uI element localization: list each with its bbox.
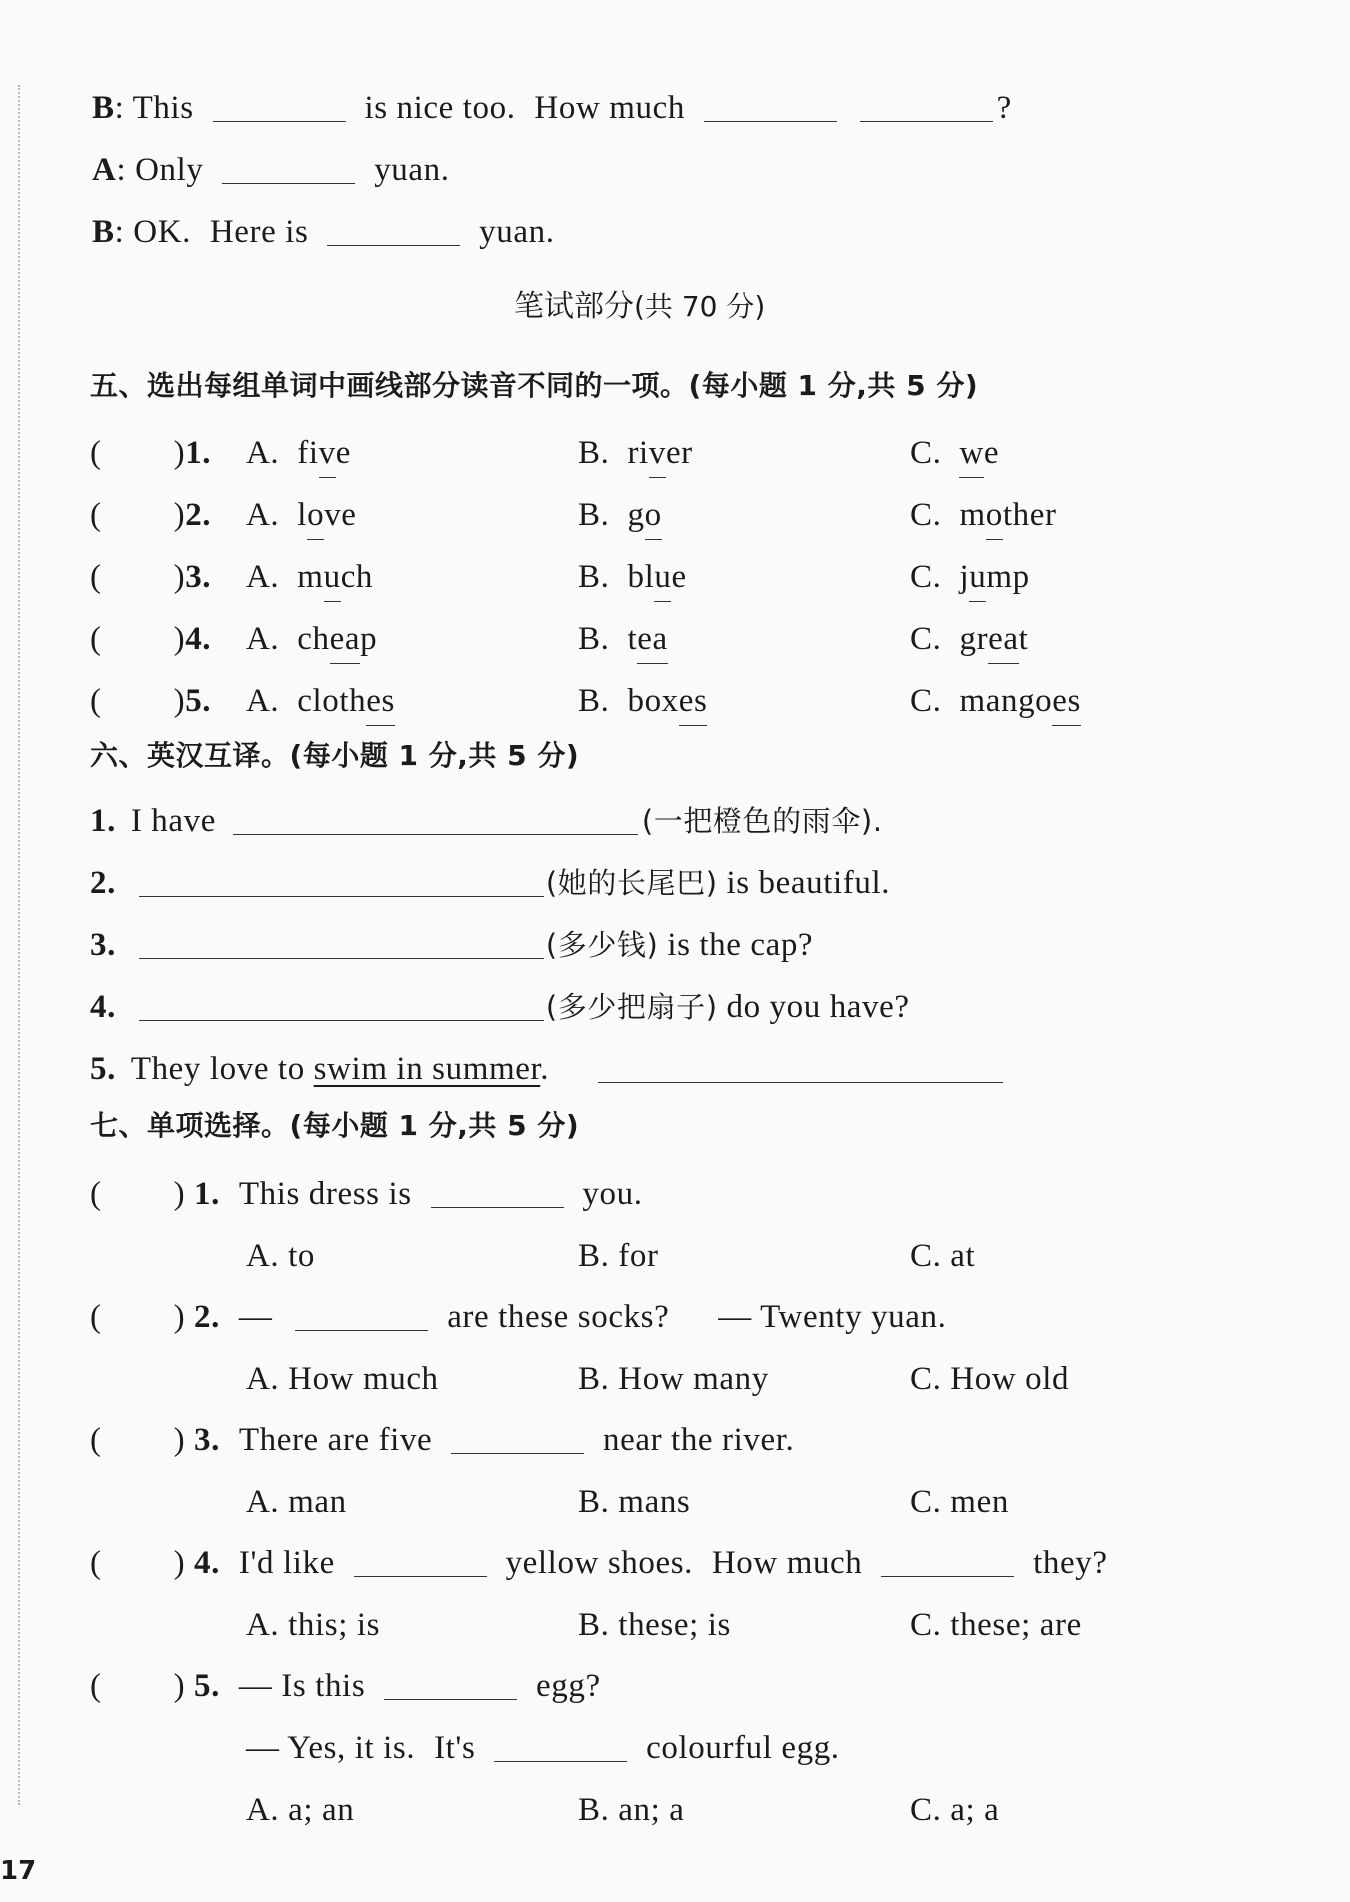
option-a[interactable] <box>246 1363 439 1396</box>
text: This <box>132 90 194 126</box>
translation-q4 <box>90 991 910 1024</box>
question-number: 5. <box>90 1051 116 1087</box>
option-c[interactable] <box>910 685 1081 718</box>
text: — Yes, it is. <box>246 1730 416 1766</box>
word-part: l <box>297 497 308 533</box>
underlined-letters: es <box>1052 683 1081 719</box>
text: — Is this <box>238 1668 366 1704</box>
option-letter: A. <box>246 435 280 471</box>
option-text: C. How old <box>910 1361 1070 1397</box>
text: ? <box>996 90 1012 126</box>
choice-q5-reply <box>246 1732 840 1765</box>
text: How much <box>711 1545 863 1581</box>
option-word <box>959 559 1029 595</box>
text: They love to <box>130 1051 305 1087</box>
option-word <box>297 497 356 533</box>
option-word <box>627 621 667 657</box>
binding-margin-line <box>18 85 20 1805</box>
question-number: 4. <box>194 1545 220 1581</box>
option-b[interactable] <box>578 437 693 470</box>
translation-q1 <box>90 805 883 838</box>
option-text: A. to <box>246 1238 315 1274</box>
word-part: ch <box>297 621 330 657</box>
answer-blank[interactable] <box>139 895 544 897</box>
answer-blank[interactable] <box>213 120 346 122</box>
text: yellow shoes. <box>505 1545 694 1581</box>
word-part: ch <box>340 559 374 595</box>
option-word <box>297 621 377 657</box>
answer-paren-open[interactable]: ( <box>90 1545 102 1581</box>
underlined-letters: ea <box>988 621 1019 657</box>
option-letter: A. <box>246 497 280 533</box>
option-b[interactable] <box>578 1486 690 1519</box>
section5-heading <box>90 369 979 402</box>
text: I'd like <box>238 1545 335 1581</box>
answer-blank[interactable] <box>494 1760 627 1762</box>
option-b[interactable] <box>578 499 662 532</box>
text: is beautiful. <box>726 865 891 901</box>
choice-q1 <box>90 1178 643 1211</box>
translation-q5 <box>90 1053 1003 1086</box>
word-part: mango <box>959 683 1053 719</box>
section-title: 五、选出每组单词中画线部分读音不同的一项。 <box>90 369 689 402</box>
underlined-letters: v <box>318 435 336 471</box>
choice-q2 <box>90 1301 946 1334</box>
answer-paren-close: ) <box>173 1422 186 1458</box>
answer-blank[interactable] <box>384 1698 517 1700</box>
section-title: 七、单项选择。 <box>90 1109 290 1142</box>
option-letter: C. <box>910 683 942 719</box>
question-number: 4. <box>185 621 212 657</box>
option-c[interactable] <box>910 499 1057 532</box>
text: do you have? <box>726 989 910 1025</box>
option-letter: B. <box>578 497 610 533</box>
underlined-letters: o <box>644 497 662 533</box>
text: yuan. <box>374 152 450 188</box>
section6-heading <box>90 739 580 772</box>
answer-paren-open[interactable]: ( <box>90 1176 102 1212</box>
option-text: C. a; a <box>910 1792 1000 1828</box>
section-score: (每小题 1 分,共 5 分) <box>289 739 580 772</box>
speaker-label: A <box>92 152 117 188</box>
answer-paren-open[interactable]: ( <box>90 1299 102 1335</box>
option-c[interactable] <box>910 561 1030 594</box>
text: Here is <box>209 214 309 250</box>
underlined-letters: ea <box>329 621 361 657</box>
option-letter: A. <box>246 559 280 595</box>
option-c[interactable] <box>910 1794 999 1827</box>
answer-paren-open[interactable]: ( <box>90 497 102 533</box>
word-part: box <box>627 683 679 719</box>
option-letter: C. <box>910 559 942 595</box>
separator: : <box>114 90 125 126</box>
title-score: (共 70 分) <box>634 290 766 323</box>
option-word <box>959 683 1081 719</box>
text: you. <box>582 1176 643 1212</box>
translation-q2 <box>90 867 890 900</box>
phonics-question <box>90 561 211 594</box>
option-text: C. these; are <box>910 1607 1082 1643</box>
dash: — <box>238 1299 273 1335</box>
option-a[interactable] <box>246 685 395 718</box>
answer-paren-open[interactable]: ( <box>90 435 102 471</box>
answer-blank[interactable] <box>860 120 993 122</box>
word-part: ther <box>1002 497 1057 533</box>
word-part: gr <box>959 621 989 657</box>
page-number: 17 <box>0 1856 37 1886</box>
written-part-title <box>514 289 766 324</box>
option-text: B. for <box>578 1238 659 1274</box>
option-a[interactable] <box>246 1486 347 1519</box>
option-c[interactable] <box>910 1486 1009 1519</box>
answer-blank[interactable] <box>139 1019 544 1021</box>
text: near the river. <box>603 1422 795 1458</box>
option-word <box>297 559 373 595</box>
text: . <box>540 1051 550 1087</box>
option-text: A. man <box>246 1484 347 1520</box>
question-number: 3. <box>185 559 212 595</box>
word-part: j <box>959 559 970 595</box>
option-b[interactable] <box>578 1609 731 1642</box>
answer-paren-close: ) <box>173 559 186 595</box>
option-b[interactable] <box>578 623 668 656</box>
answer-blank[interactable] <box>704 120 837 122</box>
text: There are five <box>238 1422 433 1458</box>
text: is nice too. <box>364 90 516 126</box>
underlined-letters: es <box>678 683 708 719</box>
question-number: 2. <box>185 497 212 533</box>
word-part: m <box>297 559 324 595</box>
dialogue-line-a1 <box>92 154 450 187</box>
text: Only <box>135 152 204 188</box>
option-b[interactable] <box>578 561 687 594</box>
option-b[interactable] <box>578 1240 659 1273</box>
word-part: bl <box>627 559 655 595</box>
word-part: ve <box>324 497 357 533</box>
choice-q4 <box>90 1547 1108 1580</box>
answer-blank[interactable] <box>881 1575 1014 1577</box>
answer-paren-close: ) <box>173 1545 186 1581</box>
word-part: er <box>665 435 693 471</box>
answer-blank[interactable] <box>295 1329 428 1331</box>
option-letter: C. <box>910 621 942 657</box>
answer-paren-close: ) <box>173 1176 186 1212</box>
text: It's <box>434 1730 476 1766</box>
option-word <box>627 497 661 533</box>
answer-paren-close: ) <box>173 621 186 657</box>
text: This dress is <box>238 1176 412 1212</box>
separator: : <box>114 214 125 250</box>
question-number: 1. <box>185 435 212 471</box>
option-text: B. an; a <box>578 1792 685 1828</box>
option-letter: B. <box>578 559 610 595</box>
option-text: B. How many <box>578 1361 769 1397</box>
text: colourful egg. <box>646 1730 840 1766</box>
section-score: (每小题 1 分,共 5 分) <box>289 1109 580 1142</box>
underlined-letters: o <box>985 497 1003 533</box>
text: How much <box>534 90 685 126</box>
answer-paren-open[interactable]: ( <box>90 1422 102 1458</box>
option-c[interactable] <box>910 1363 1069 1396</box>
speaker-label: B <box>92 90 115 126</box>
option-text: C. at <box>910 1238 976 1274</box>
word-part: e <box>671 559 687 595</box>
option-a[interactable] <box>246 623 377 656</box>
option-word <box>627 559 686 595</box>
dialogue-line-b2 <box>92 216 555 249</box>
option-text: C. men <box>910 1484 1009 1520</box>
answer-blank[interactable] <box>598 1081 1003 1083</box>
answer-paren-close: ) <box>173 497 186 533</box>
option-word <box>297 435 351 471</box>
option-b[interactable] <box>578 685 707 718</box>
option-text: B. mans <box>578 1484 691 1520</box>
option-a[interactable] <box>246 1609 380 1642</box>
choice-q3 <box>90 1424 794 1457</box>
option-text: A. a; an <box>246 1792 355 1828</box>
option-c[interactable] <box>910 437 999 470</box>
word-part: t <box>1018 621 1029 657</box>
underlined-letters: ea <box>637 621 668 657</box>
answer-blank[interactable] <box>431 1206 564 1208</box>
separator: : <box>116 152 127 188</box>
word-part: fi <box>297 435 319 471</box>
phonics-question <box>90 499 211 532</box>
option-letter: A. <box>246 621 280 657</box>
section7-heading <box>90 1109 580 1142</box>
answer-paren-close: ) <box>173 1668 186 1704</box>
word-part: t <box>627 621 638 657</box>
option-b[interactable] <box>578 1363 769 1396</box>
option-a[interactable] <box>246 437 351 470</box>
option-letter: B. <box>578 683 610 719</box>
question-number: 1. <box>90 803 116 839</box>
answer-blank[interactable] <box>451 1452 584 1454</box>
option-c[interactable] <box>910 1609 1082 1642</box>
phonics-question <box>90 685 211 718</box>
option-word <box>959 497 1056 533</box>
question-number: 2. <box>90 865 116 901</box>
text: they? <box>1033 1545 1108 1581</box>
chinese-hint: (多少把扇子) <box>545 990 718 1024</box>
option-a[interactable] <box>246 1240 315 1273</box>
word-part: ri <box>627 435 649 471</box>
question-number: 5. <box>185 683 212 719</box>
answer-blank[interactable] <box>327 244 460 246</box>
question-number: 3. <box>194 1422 220 1458</box>
option-c[interactable] <box>910 1240 975 1273</box>
text: yuan. <box>479 214 555 250</box>
underlined-letters: es <box>366 683 395 719</box>
text: egg? <box>536 1668 601 1704</box>
phonics-question <box>90 623 211 656</box>
underlined-letters: o <box>307 497 325 533</box>
answer-blank[interactable] <box>233 833 638 835</box>
answer-paren-close: ) <box>173 435 186 471</box>
speaker-label: B <box>92 214 115 250</box>
option-letter: B. <box>578 435 610 471</box>
answer-paren-open[interactable]: ( <box>90 621 102 657</box>
question-number: 1. <box>194 1176 220 1212</box>
option-word <box>959 435 999 471</box>
underlined-letters: u <box>654 559 672 595</box>
text: are these socks? <box>447 1299 670 1335</box>
section-title: 六、英汉互译。 <box>90 739 290 772</box>
option-letter: A. <box>246 683 280 719</box>
underlined-letters: u <box>969 559 987 595</box>
text: — Twenty yuan. <box>718 1299 947 1335</box>
option-word <box>297 683 395 719</box>
answer-paren-close: ) <box>173 683 186 719</box>
title-text: 笔试部分 <box>514 289 634 324</box>
word-part: cloth <box>297 683 367 719</box>
underlined-letters: v <box>648 435 666 471</box>
answer-paren-open[interactable]: ( <box>90 683 102 719</box>
option-a[interactable] <box>246 499 357 532</box>
underlined-letters: u <box>323 559 341 595</box>
option-letter: C. <box>910 497 942 533</box>
answer-blank[interactable] <box>139 957 544 959</box>
chinese-hint: (一把橙色的雨伞). <box>641 804 883 838</box>
option-a[interactable] <box>246 1794 354 1827</box>
option-b[interactable] <box>578 1794 685 1827</box>
option-letter: B. <box>578 621 610 657</box>
word-part: e <box>335 435 352 471</box>
section-score: (每小题 1 分,共 5 分) <box>688 369 979 402</box>
word-part: mp <box>986 559 1030 595</box>
answer-blank[interactable] <box>222 182 355 184</box>
answer-paren-open[interactable]: ( <box>90 559 102 595</box>
answer-paren-close: ) <box>173 1299 186 1335</box>
underlined-letters: w <box>959 435 984 471</box>
answer-paren-open[interactable]: ( <box>90 1668 102 1704</box>
translation-q3 <box>90 929 813 962</box>
option-letter: C. <box>910 435 942 471</box>
text: OK. <box>133 214 191 250</box>
option-word <box>627 435 692 471</box>
option-text: A. this; is <box>246 1607 381 1643</box>
option-word <box>959 621 1028 657</box>
option-text: B. these; is <box>578 1607 731 1643</box>
option-a[interactable] <box>246 561 373 594</box>
text: is the cap? <box>667 927 814 963</box>
question-number: 5. <box>194 1668 220 1704</box>
answer-blank[interactable] <box>354 1575 487 1577</box>
word-part: p <box>360 621 378 657</box>
option-text: A. How much <box>246 1361 439 1397</box>
text: I have <box>130 803 216 839</box>
option-word <box>627 683 707 719</box>
choice-q5 <box>90 1670 601 1703</box>
word-part: m <box>959 497 986 533</box>
word-part: g <box>627 497 645 533</box>
chinese-hint: (多少钱) <box>545 928 659 962</box>
question-number: 3. <box>90 927 116 963</box>
word-part: e <box>983 435 1000 471</box>
option-c[interactable] <box>910 623 1028 656</box>
chinese-hint: (她的长尾巴) <box>545 866 718 900</box>
question-number: 4. <box>90 989 116 1025</box>
underlined-phrase: swim in summer <box>313 1051 541 1087</box>
dialogue-line-b1 <box>92 92 1012 125</box>
phonics-question <box>90 437 211 470</box>
question-number: 2. <box>194 1299 220 1335</box>
